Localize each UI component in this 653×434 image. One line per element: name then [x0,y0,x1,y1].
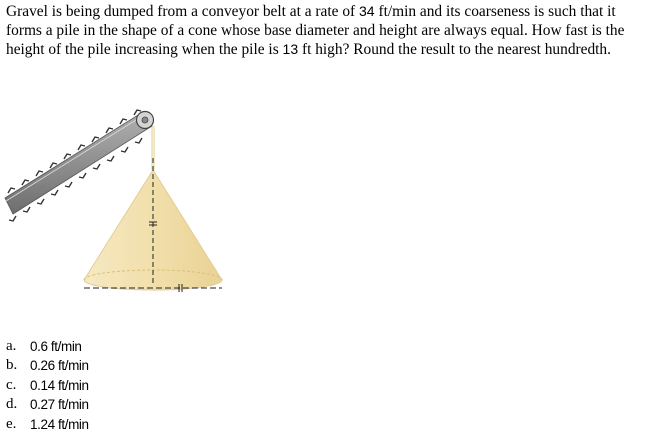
option-letter: c. [6,376,17,393]
option-d[interactable] [6,395,89,414]
option-value: 0.6 ft/min [30,339,82,354]
question-part-1: Gravel is being dumped from a conveyor belt at a rate of [6,3,360,20]
answer-options [6,337,89,434]
question-part-3: ft high? Round the result to the nearest hundredth. [298,41,611,58]
gravel-stream [151,126,155,170]
option-e[interactable] [6,415,89,434]
question-part-2: ft/min and its coarseness is such that it forms a pile in the shape of a cone whose base diameter and height are always equal. How fast is the height of the pile increasing when the pile is [6,3,625,58]
height-value: 13 [282,41,299,57]
option-letter: d. [6,396,18,413]
option-b[interactable] [6,356,89,375]
option-value: 0.27 ft/min [30,397,89,413]
figure-svg [0,98,240,328]
option-letter: b. [6,357,18,374]
option-value: 0.26 ft/min [30,358,89,374]
option-letter: a. [6,338,17,354]
option-value: 1.24 ft/min [30,416,89,432]
option-letter: e. [6,415,17,432]
rate-value: 34 [359,3,375,19]
option-a[interactable] [6,337,89,356]
question-text [6,2,649,59]
conveyor-cone-figure [0,98,240,328]
option-c[interactable] [6,376,89,395]
pulley-axle [142,117,148,123]
option-value: 0.14 ft/min [30,377,89,393]
